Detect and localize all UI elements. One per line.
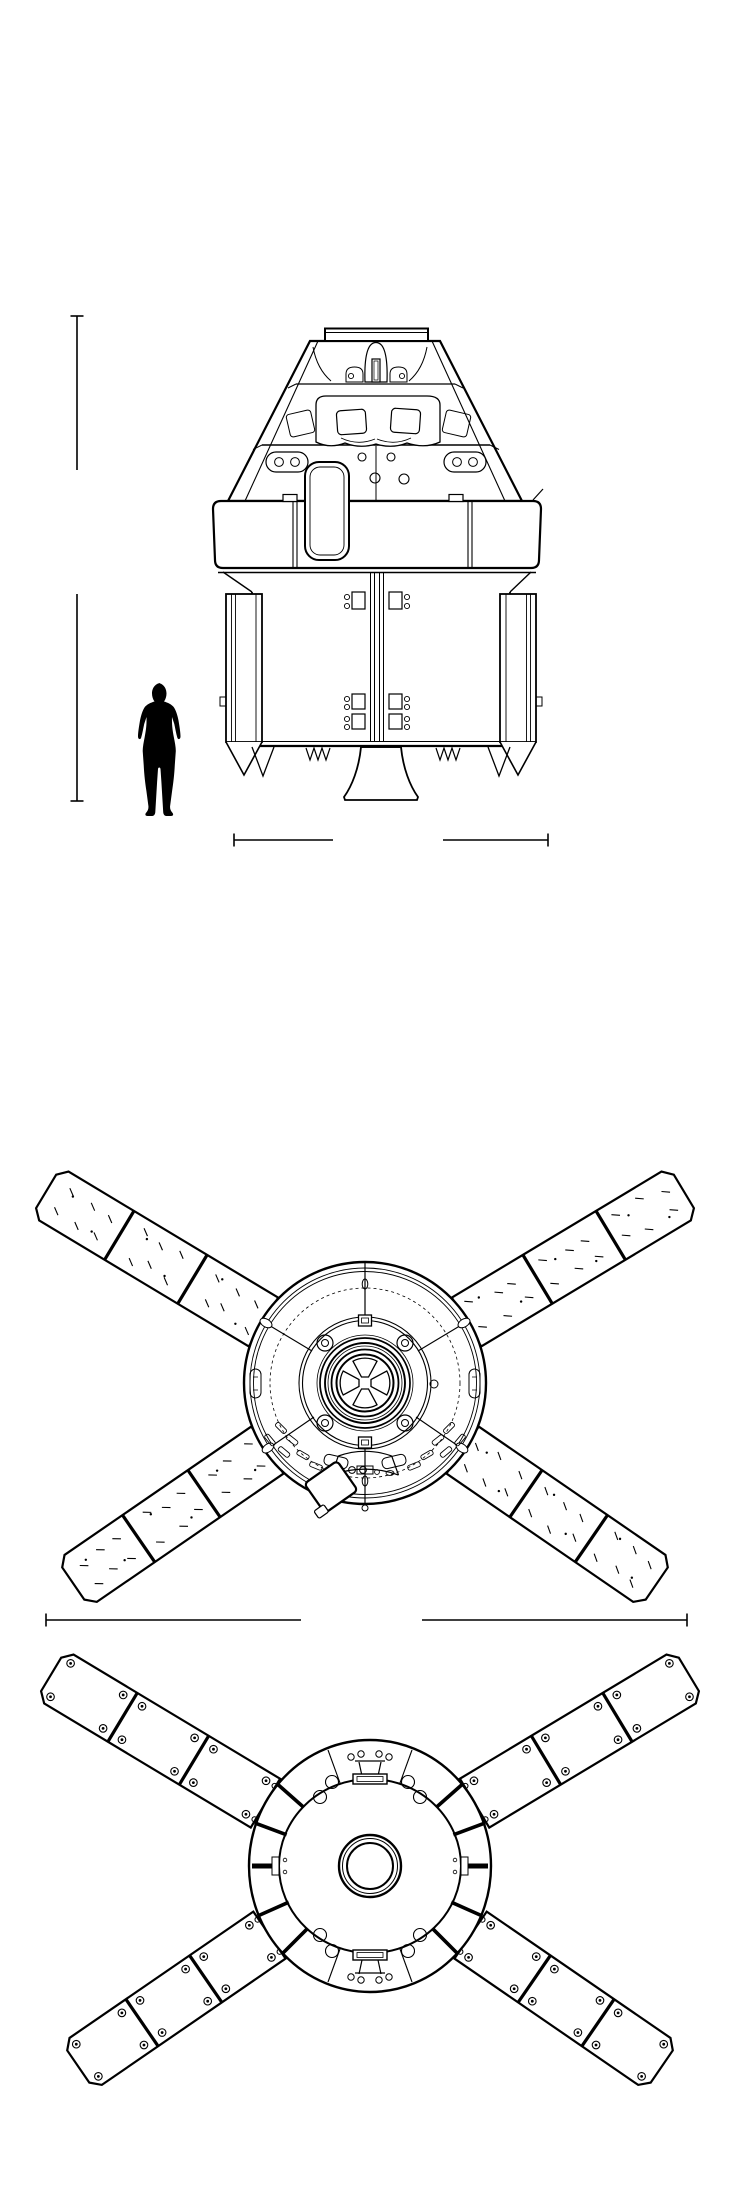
aft-service-module-ring xyxy=(244,1262,486,1519)
forward-view xyxy=(41,1655,699,2085)
astronaut-silhouette xyxy=(138,683,181,816)
radiator-left xyxy=(220,594,262,775)
aft-view xyxy=(36,1172,694,1602)
rcs-pod-right xyxy=(444,452,486,472)
service-module xyxy=(220,572,542,800)
side-view xyxy=(138,329,543,817)
forward-inner-deck xyxy=(279,1779,461,1953)
window-panel xyxy=(316,396,440,446)
crew-capsule xyxy=(228,329,522,502)
forward-module-ring xyxy=(249,1740,491,1992)
aux-thrusters-left xyxy=(306,748,330,760)
aux-thrusters-right xyxy=(436,748,460,760)
main-engine-bell xyxy=(344,747,418,800)
center-column xyxy=(344,572,409,741)
umbilical-strap xyxy=(305,462,349,560)
adapter-band xyxy=(213,501,541,568)
rcs-pod-left xyxy=(266,452,308,472)
radiator-right xyxy=(500,594,542,775)
docking-hatch-plate xyxy=(325,329,428,342)
